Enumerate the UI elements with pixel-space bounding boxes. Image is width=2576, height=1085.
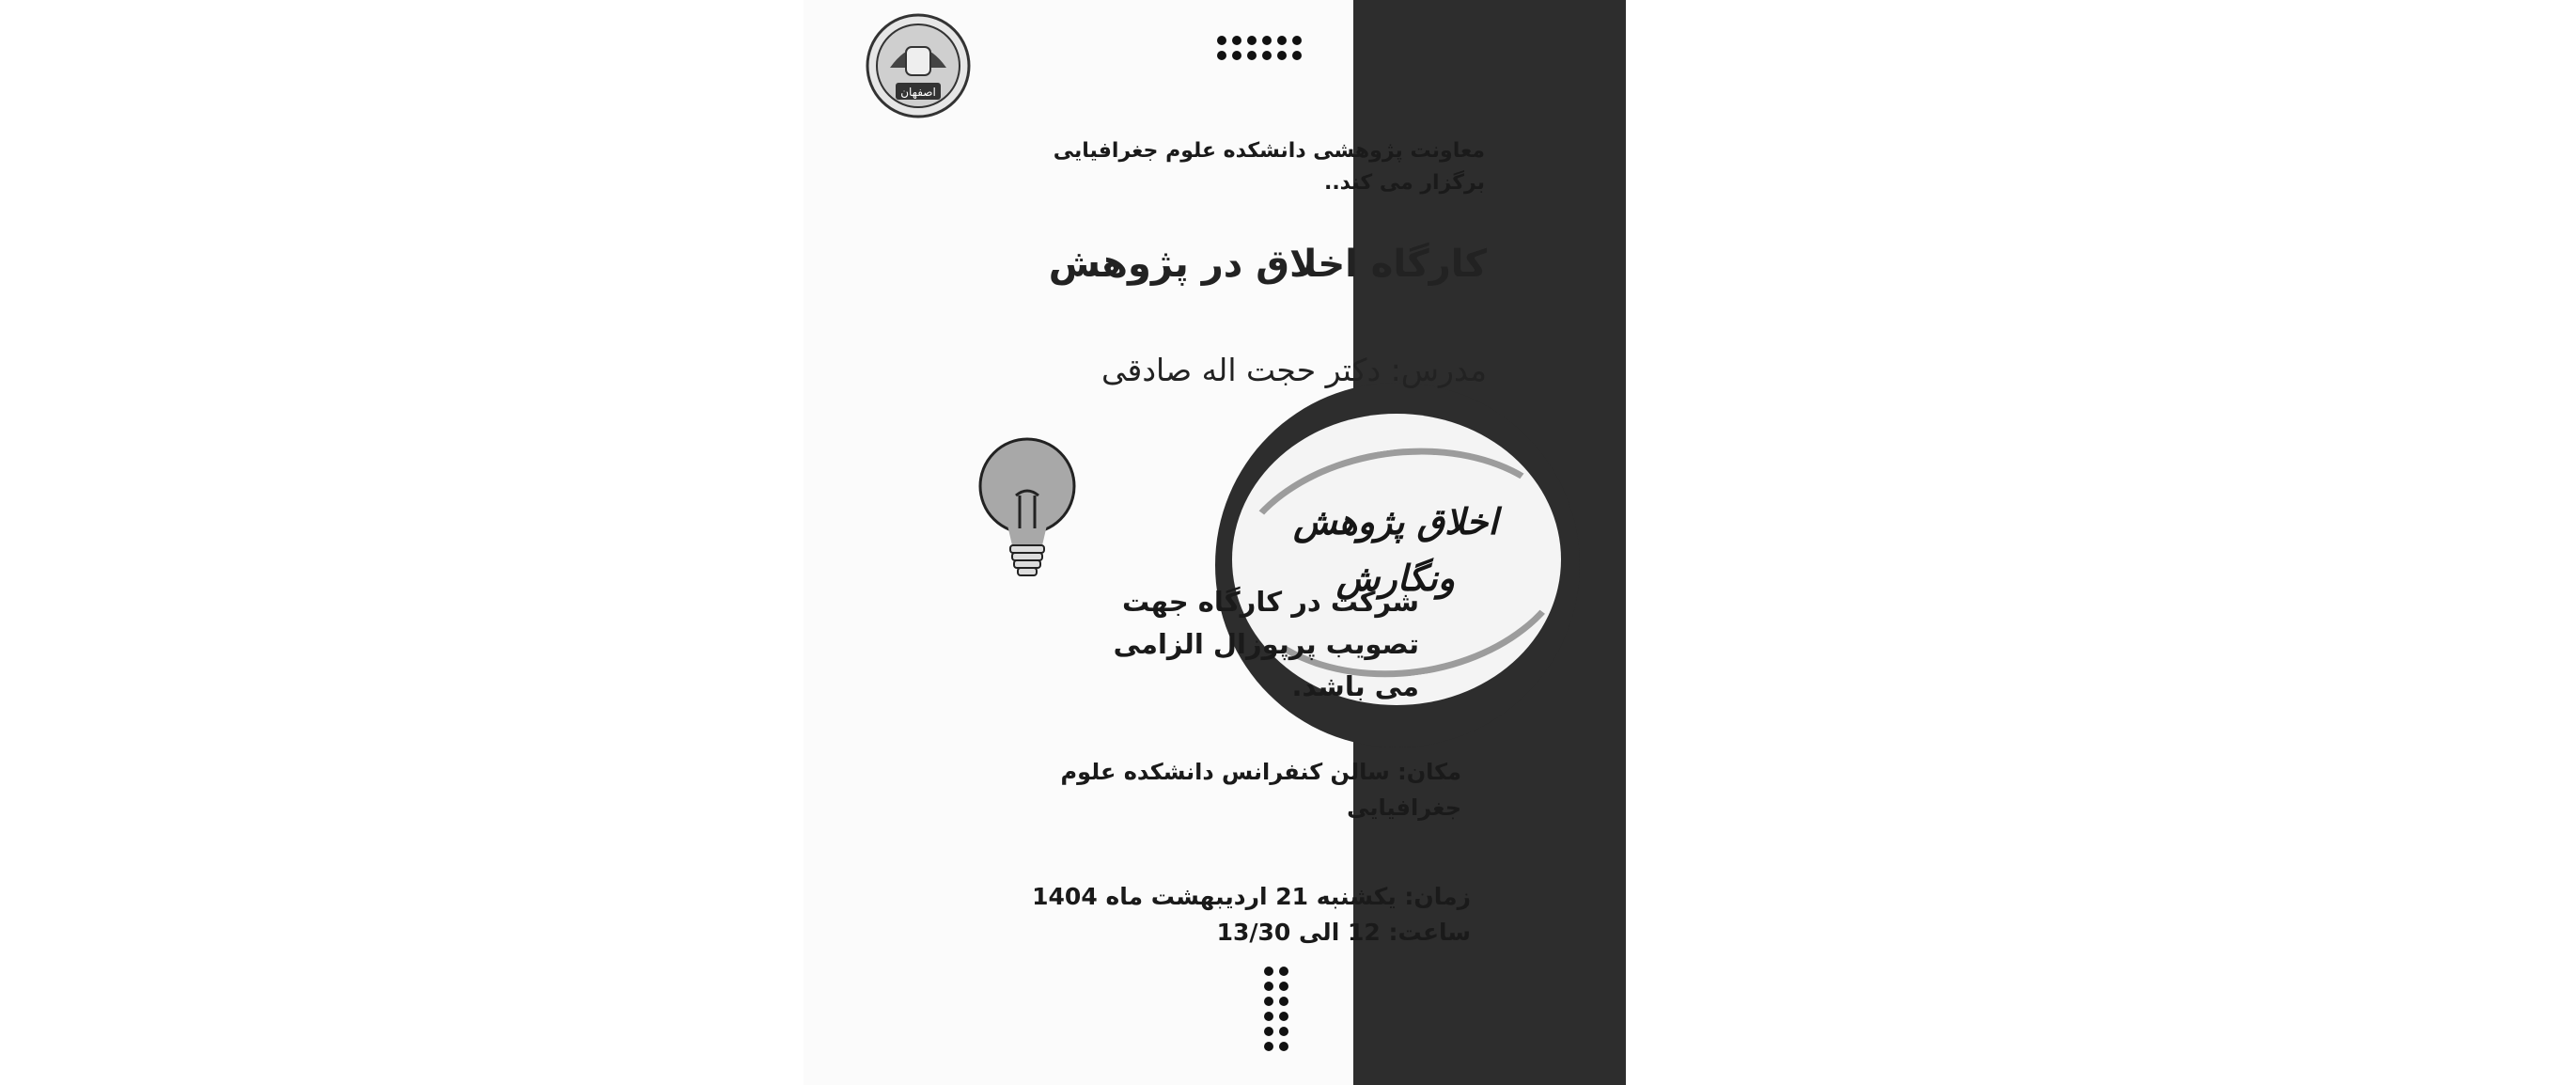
lecturer-name: مدرس: دکتر حجت اله صادقی	[1101, 352, 1487, 388]
university-logo	[865, 9, 972, 126]
time-line: ساعت: 12 الی 13/30	[1216, 919, 1471, 946]
location-text	[1061, 754, 1461, 826]
organizer-text	[1054, 135, 1485, 199]
organizer-line-2: برگزار می کند..	[1323, 171, 1485, 195]
notice-line-1: شرکت در کارگاه جهت	[1121, 586, 1419, 618]
location-line-1: مکان: سالن کنفرانس دانشکده علوم	[1060, 759, 1461, 785]
calligraphy-line-1: اخلاق پژوهش	[1293, 500, 1498, 542]
calligraphy-line-2: ونگارش	[1335, 557, 1456, 599]
attendance-notice	[1114, 581, 1419, 708]
datetime-text	[1032, 879, 1471, 951]
workshop-poster	[804, 0, 1626, 1085]
notice-line-3: می باشد.	[1291, 670, 1419, 702]
dot-grid-decoration-top	[1217, 36, 1302, 60]
lightbulb-icon	[973, 434, 1085, 585]
date-line: زمان: یکشنبه 21 اردیبهشت ماه 1404	[1032, 883, 1471, 910]
location-line-2: جغرافیایی	[1347, 794, 1461, 821]
dot-grid-decoration-bottom	[1264, 967, 1288, 1051]
logo-text: اصفهان	[900, 86, 936, 99]
workshop-title: کارگاه اخلاق در پژوهش	[1048, 243, 1487, 286]
organizer-line-1: معاونت پژوهشی دانشکده علوم جغرافیایی	[1053, 139, 1485, 163]
notice-line-2: تصویب پرپوزال الزامی	[1113, 628, 1419, 660]
